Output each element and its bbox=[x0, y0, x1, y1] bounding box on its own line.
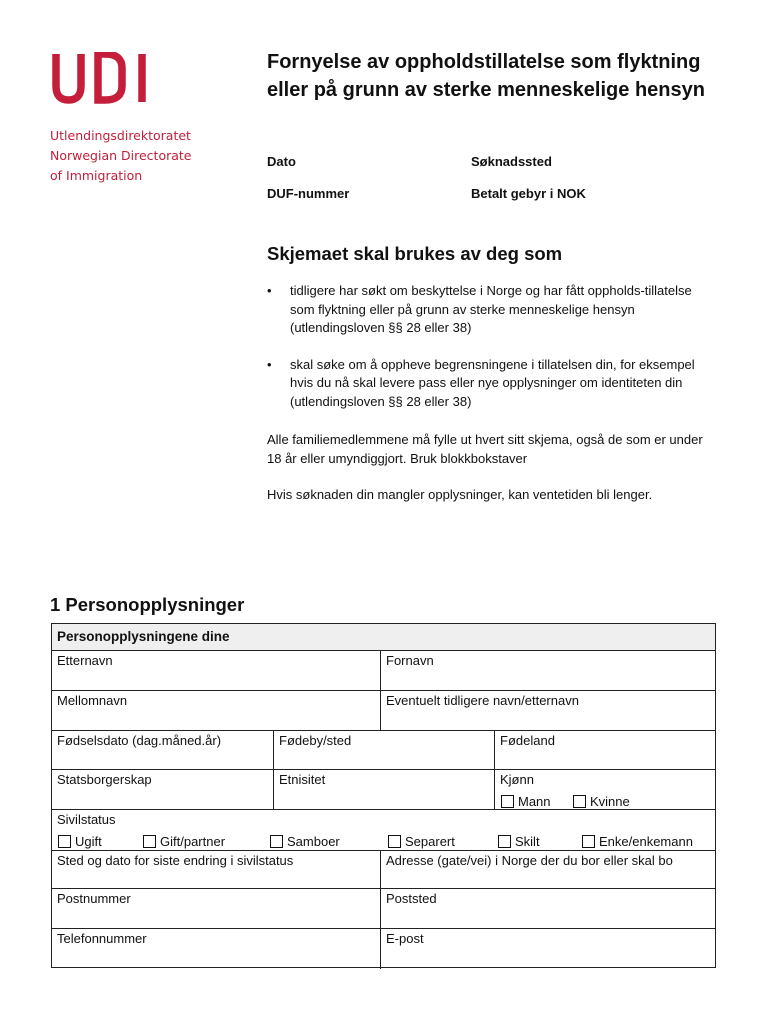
field-label: Fødselsdato (dag.måned.år) bbox=[57, 733, 222, 748]
logo-line-2: Norwegian Directorate bbox=[50, 148, 192, 163]
etternavn-field[interactable] bbox=[52, 651, 380, 690]
ethnicity-field[interactable] bbox=[274, 770, 494, 809]
birthplace-field[interactable] bbox=[274, 731, 494, 769]
field-label: Sted og dato for siste endring i sivilstatus bbox=[57, 853, 294, 868]
field-label: Statsborgerskap bbox=[57, 772, 152, 787]
civil-status-option-separert[interactable] bbox=[388, 834, 455, 849]
birthdate-field[interactable] bbox=[52, 731, 273, 769]
option-label: Ugift bbox=[75, 834, 102, 849]
option-label: Samboer bbox=[287, 834, 340, 849]
field-label: Adresse (gate/vei) i Norge der du bor eller skal bo bbox=[386, 853, 673, 868]
civil-status-option-skilt[interactable] bbox=[498, 834, 540, 849]
option-label: Mann bbox=[518, 794, 551, 809]
field-label: E-post bbox=[386, 931, 424, 946]
family-instructions: Alle familiemedlemmene må fylle ut hvert sitt skjema, også de som er under 18 år eller umyndiggjort. Bruk blokkbokstaver bbox=[267, 432, 703, 466]
field-label: Telefonnummer bbox=[57, 931, 147, 946]
logo-line-1: Utlendingsdirektoratet bbox=[50, 128, 191, 143]
civil-status-option-gift[interactable] bbox=[143, 834, 225, 849]
personal-info-table bbox=[51, 623, 716, 968]
field-label: Postnummer bbox=[57, 891, 131, 906]
option-label: Enke/enkemann bbox=[599, 834, 693, 849]
field-label: Poststed bbox=[386, 891, 437, 906]
field-label: Fornavn bbox=[386, 653, 434, 668]
page-title: Fornyelse av oppholdstillatelse som flyktning eller på grunn av sterke menneskelige hensyn bbox=[267, 51, 705, 101]
field-label: Etnisitet bbox=[279, 772, 326, 787]
postal-code-field[interactable] bbox=[52, 889, 380, 928]
intro-bullet-list bbox=[267, 282, 717, 411]
phone-field[interactable] bbox=[52, 929, 380, 968]
bullet-text: tidligere har søkt om beskyttelse i Norge og har fått oppholds-tillatelse som flyktning eller på grunn av sterke menneskelige hensyn (utlendingsloven §§ 28 eller 38) bbox=[290, 283, 692, 335]
field-label: Mellomnavn bbox=[57, 693, 128, 708]
option-label: Skilt bbox=[515, 834, 540, 849]
field-label: Kjønn bbox=[500, 772, 534, 787]
fornavn-field[interactable] bbox=[381, 651, 717, 690]
option-label: Gift/partner bbox=[160, 834, 226, 849]
checkbox-icon[interactable] bbox=[143, 835, 156, 848]
duf-number-label: DUF-nummer bbox=[267, 186, 350, 201]
missing-info-note: Hvis søknaden din mangler opplysninger, kan ventetiden bli lenger. bbox=[267, 487, 653, 502]
udi-logo-text bbox=[50, 126, 191, 186]
udi-logo-mark bbox=[50, 52, 150, 104]
list-item bbox=[267, 282, 717, 338]
option-label: Kvinne bbox=[590, 794, 630, 809]
address-field[interactable] bbox=[381, 851, 717, 888]
email-field[interactable] bbox=[381, 929, 717, 968]
field-label: Fødeby/sted bbox=[279, 733, 352, 748]
checkbox-icon[interactable] bbox=[573, 795, 586, 808]
postal-place-field[interactable] bbox=[381, 889, 717, 928]
option-label: Separert bbox=[405, 834, 455, 849]
section-title: 1 Personopplysninger bbox=[50, 594, 245, 615]
checkbox-icon[interactable] bbox=[498, 835, 511, 848]
soknadssted-label: Søknadssted bbox=[471, 154, 552, 169]
fee-paid-label: Betalt gebyr i NOK bbox=[471, 186, 586, 201]
citizenship-field[interactable] bbox=[52, 770, 273, 809]
checkbox-icon[interactable] bbox=[582, 835, 595, 848]
checkbox-icon[interactable] bbox=[501, 795, 514, 808]
intro-heading: Skjemaet skal brukes av deg som bbox=[267, 243, 563, 264]
field-label: Fødeland bbox=[500, 733, 555, 748]
mellomnavn-field[interactable] bbox=[52, 691, 380, 730]
gender-option-mann[interactable] bbox=[501, 794, 551, 809]
field-label: Etternavn bbox=[57, 653, 113, 668]
field-label: Sivilstatus bbox=[57, 812, 116, 827]
bullet-icon: • bbox=[267, 356, 272, 372]
field-label: Eventuelt tidligere navn/etternavn bbox=[386, 693, 579, 708]
checkbox-icon[interactable] bbox=[270, 835, 283, 848]
civil-status-option-enke[interactable] bbox=[582, 834, 693, 849]
table-header: Personopplysningene dine bbox=[52, 624, 715, 651]
civil-status-option-ugift[interactable] bbox=[58, 834, 102, 849]
previous-name-field[interactable] bbox=[381, 691, 717, 730]
civil-status-option-samboer[interactable] bbox=[270, 834, 340, 849]
checkbox-icon[interactable] bbox=[58, 835, 71, 848]
checkbox-icon[interactable] bbox=[388, 835, 401, 848]
bullet-text: skal søke om å oppheve begrensningene i tillatelsen din, for eksempel hvis du nå skal levere pass eller nye opplysninger om identiteten din (utlendingsloven §§ 28 eller 38) bbox=[290, 356, 695, 409]
gender-option-kvinne[interactable] bbox=[573, 794, 630, 809]
dato-label: Dato bbox=[267, 154, 296, 169]
birth-country-field[interactable] bbox=[495, 731, 717, 769]
logo-line-3: of Immigration bbox=[50, 168, 143, 183]
bullet-icon: • bbox=[267, 283, 272, 298]
list-item bbox=[267, 356, 717, 412]
civil-status-change-field[interactable] bbox=[52, 851, 380, 888]
